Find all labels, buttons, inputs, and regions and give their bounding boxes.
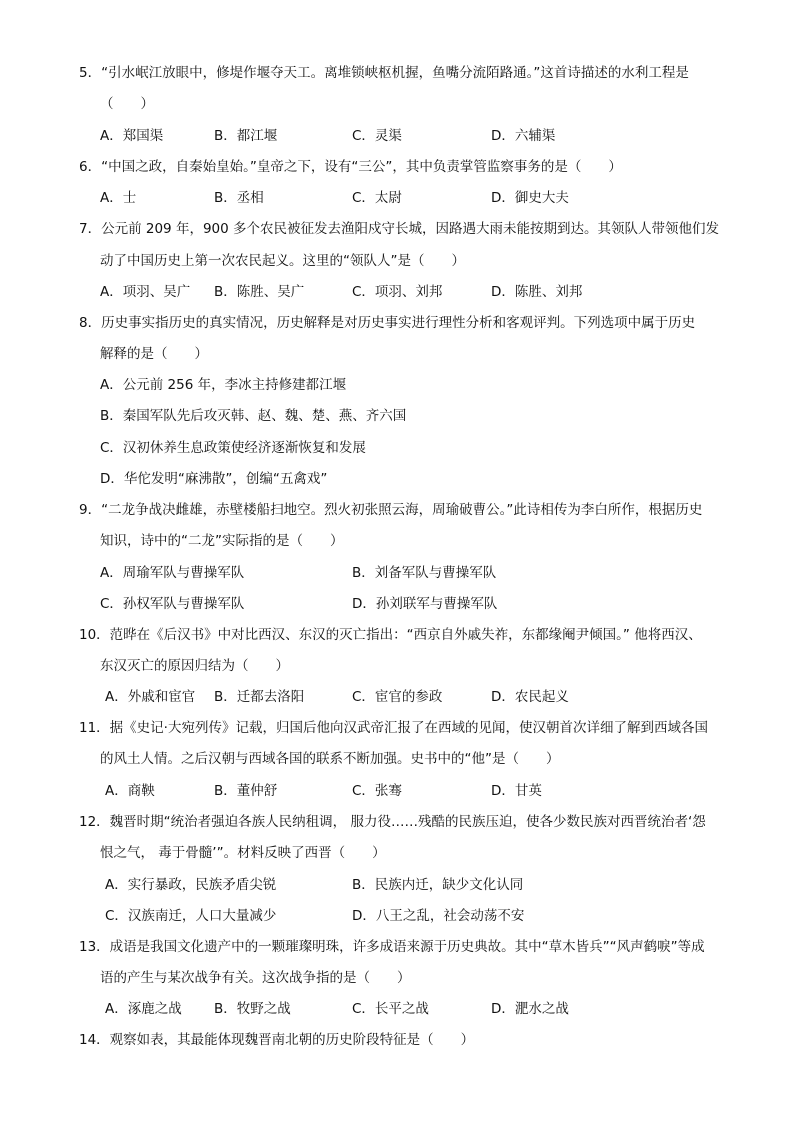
question-text: 的风土人情。之后汉朝与西域各国的联系不断加强。史书中的“他”是（ ） xyxy=(100,751,560,767)
option-c[interactable]: C．太尉 xyxy=(352,190,402,206)
question-text: 11．据《史记·大宛列传》记载，归国后他向汉武帝汇报了在西域的见闻，使汉朝首次详细了解到西域各国 xyxy=(79,720,708,736)
option-c[interactable]: C．灵渠 xyxy=(352,128,402,144)
question-text: 东汉灭亡的原因归结为（ ） xyxy=(100,658,289,674)
question-text: 知识，诗中的“二龙”实际指的是（ ） xyxy=(100,533,344,549)
option-d[interactable]: D．孙刘联军与曹操军队 xyxy=(352,596,498,612)
option-b[interactable]: B．迁都去洛阳 xyxy=(214,689,305,705)
option-a[interactable]: A．周瑜军队与曹操军队 xyxy=(100,565,245,581)
option-d[interactable]: D．甘英 xyxy=(491,783,542,799)
option-c[interactable]: C．项羽、刘邦 xyxy=(352,284,443,300)
option-a[interactable]: A．涿鹿之战 xyxy=(105,1001,182,1017)
option-d[interactable]: D．农民起义 xyxy=(491,689,569,705)
question-text: 语的产生与某次战争有关。这次战争指的是（ ） xyxy=(100,970,411,986)
question-text: 动了中国历史上第一次农民起义。这里的“领队人”是（ ） xyxy=(100,253,465,269)
question-text: 7．公元前 209 年，900 多个农民被征发去渔阳戍守长城，因路遇大雨未能按期到达。其领队人带领他们发 xyxy=(79,221,719,237)
option-d[interactable]: D．御史大夫 xyxy=(491,190,569,206)
question-text: 6．“中国之政，自秦始皇始。”皇帝之下，设有“三公”，其中负责掌管监察事务的是（ ） xyxy=(79,159,622,175)
option-a[interactable]: A．商鞅 xyxy=(105,783,155,799)
option-c[interactable]: C．汉初休养生息政策使经济逐渐恢复和发展 xyxy=(100,440,366,456)
option-b[interactable]: B．秦国军队先后攻灭韩、赵、魏、楚、燕、齐六国 xyxy=(100,408,407,424)
option-b[interactable]: B．陈胜、吴广 xyxy=(214,284,305,300)
question-text: 恨之气， 毒于骨髓’”。材料反映了西晋（ ） xyxy=(100,845,386,861)
option-c[interactable]: C．汉族南迁，人口大量减少 xyxy=(105,908,277,924)
option-a[interactable]: A．郑国渠 xyxy=(100,128,164,144)
option-d[interactable]: D．淝水之战 xyxy=(491,1001,569,1017)
option-d[interactable]: D．六辅渠 xyxy=(491,128,556,144)
question-text: 10．范晔在《后汉书》中对比西汉、东汉的灭亡指出：“西京自外戚失祚，东都缘阉尹倾国。” 他将西汉、 xyxy=(79,627,702,643)
option-c[interactable]: C．长平之战 xyxy=(352,1001,429,1017)
option-a[interactable]: A．公元前 256 年，李冰主持修建都江堰 xyxy=(100,377,347,393)
option-a[interactable]: A．士 xyxy=(100,190,137,206)
option-b[interactable]: B．刘备军队与曹操军队 xyxy=(352,565,497,581)
option-b[interactable]: B．都江堰 xyxy=(214,128,278,144)
option-b[interactable]: B．丞相 xyxy=(214,190,264,206)
option-b[interactable]: B．牧野之战 xyxy=(214,1001,291,1017)
option-b[interactable]: B．民族内迁，缺少文化认同 xyxy=(352,877,524,893)
question-text: 5．“引水岷江放眼中，修堤作堰夺天工。离堆锁峡枢机握，鱼嘴分流陌路通。”这首诗描述的水利工程是 xyxy=(79,65,689,81)
option-c[interactable]: C．孙权军队与曹操军队 xyxy=(100,596,245,612)
question-text: 8．历史事实指历史的真实情况，历史解释是对历史事实进行理性分析和客观评判。下列选项中属于历史 xyxy=(79,315,696,331)
option-a[interactable]: A．项羽、吴广 xyxy=(100,284,191,300)
question-text: 13．成语是我国文化遗产中的一颗璀璨明珠，许多成语来源于历史典故。其中“草木皆兵”“风声鹤唳”等成 xyxy=(79,939,705,955)
option-d[interactable]: D．华佗发明“麻沸散”，创编“五禽戏” xyxy=(100,471,328,487)
question-text: 14．观察如表，其最能体现魏晋南北朝的历史阶段特征是（ ） xyxy=(79,1032,475,1048)
option-a[interactable]: A．外戚和宦官 xyxy=(105,689,196,705)
option-c[interactable]: C．张骞 xyxy=(352,783,402,799)
option-d[interactable]: D．八王之乱，社会动荡不安 xyxy=(352,908,525,924)
option-a[interactable]: A．实行暴政，民族矛盾尖锐 xyxy=(105,877,277,893)
question-text: 12．魏晋时期“统治者强迫各族人民纳租调， 服力役……残酷的民族压迫，使各少数民族对西晋统治者‘怨 xyxy=(79,814,706,830)
question-text: 解释的是（ ） xyxy=(100,346,208,362)
option-d[interactable]: D．陈胜、刘邦 xyxy=(491,284,583,300)
option-c[interactable]: C．宦官的参政 xyxy=(352,689,443,705)
question-text: 9．“二龙争战决雌雄，赤壁楼船扫地空。烈火初张照云海，周瑜破曹公。”此诗相传为李白所作，根据历史 xyxy=(79,502,703,518)
question-text: （ ） xyxy=(100,96,154,112)
option-b[interactable]: B．董仲舒 xyxy=(214,783,278,799)
